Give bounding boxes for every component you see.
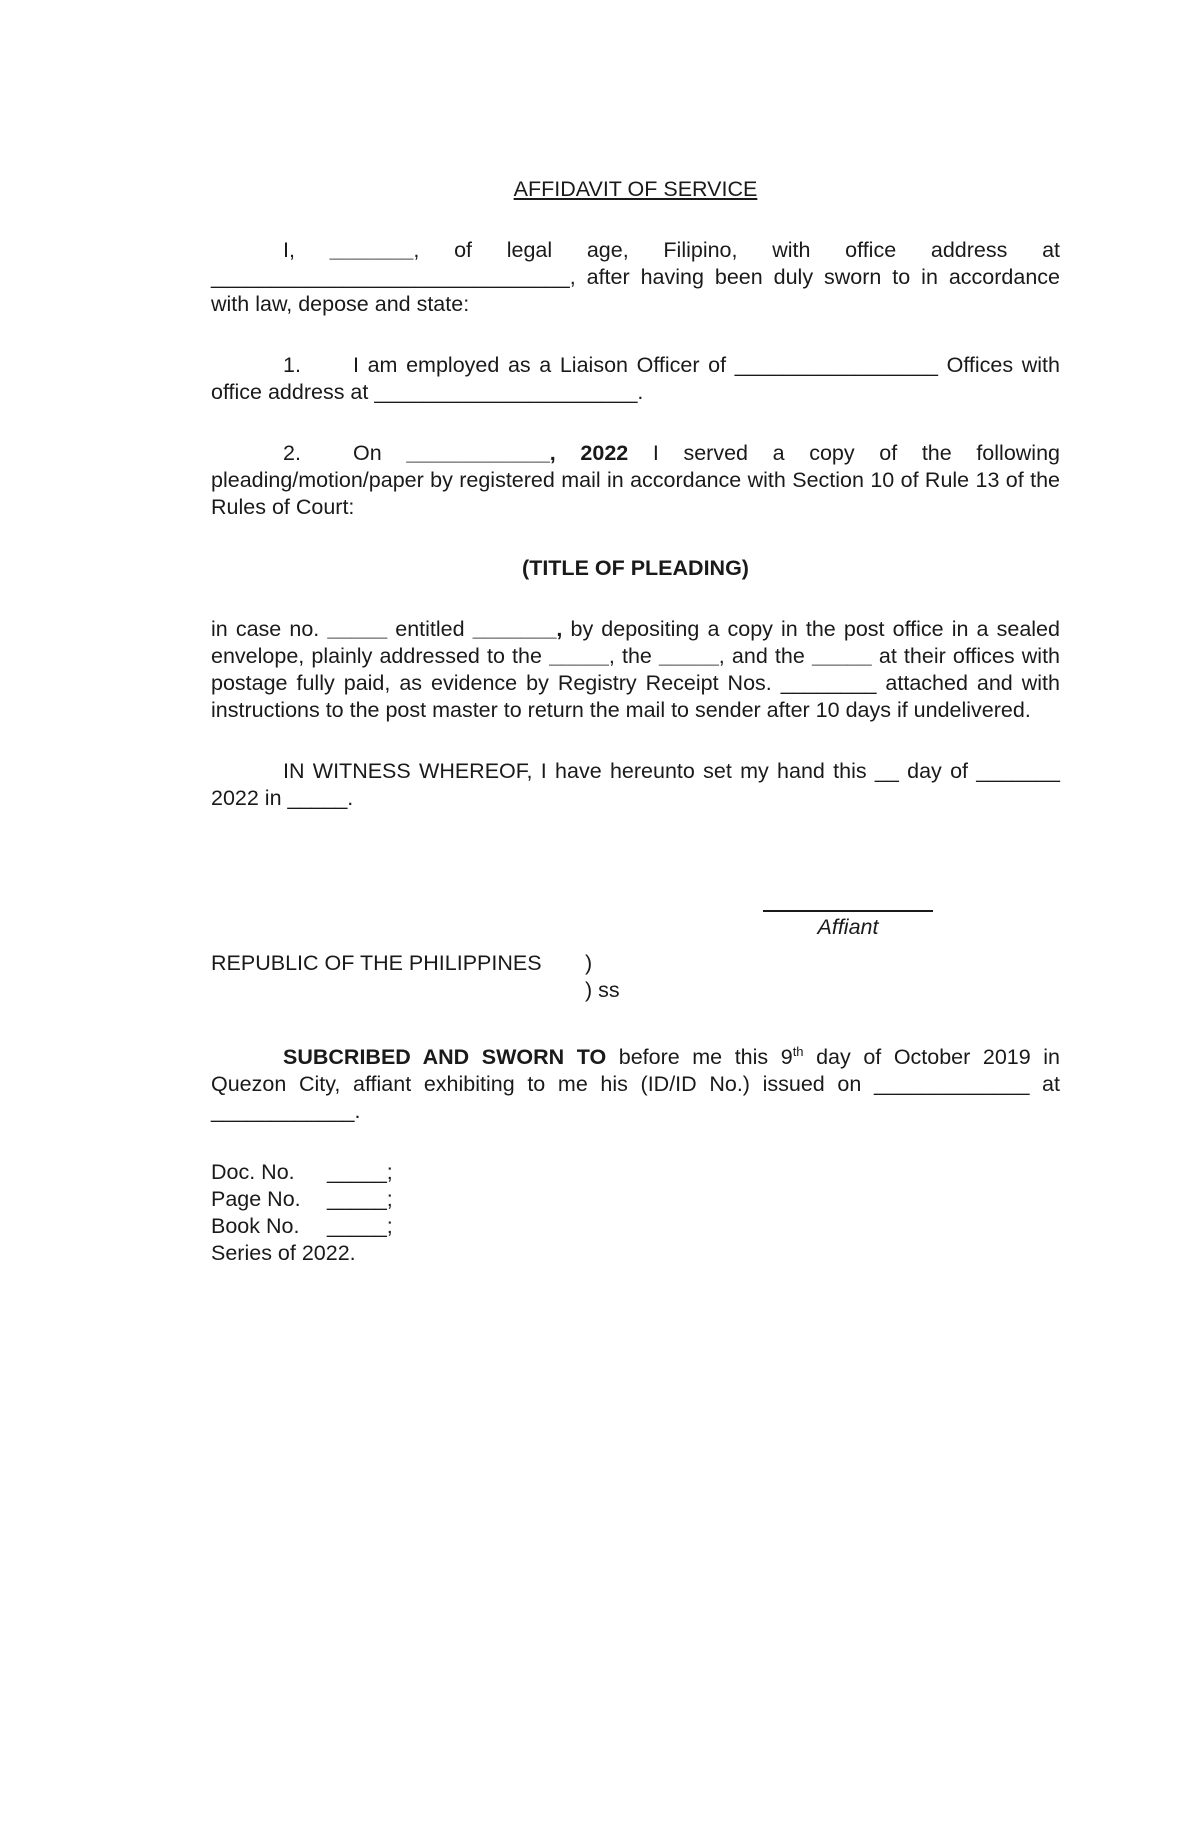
venue-ss: ) ss xyxy=(585,978,620,1002)
jurat-paragraph xyxy=(211,1044,1060,1125)
witness-text: IN WITNESS WHEREOF, I have hereunto set my hand this __ day of _______ 2022 in _____. xyxy=(211,759,1060,810)
service-text-5: , and the xyxy=(718,644,812,668)
signature-line xyxy=(763,896,933,912)
signature-block xyxy=(211,896,1060,950)
service-text-1: in case no. xyxy=(211,617,328,641)
witness-paragraph xyxy=(211,758,1060,812)
service-text-4: , the xyxy=(608,644,659,668)
jurat-text-1: before me this 9 xyxy=(606,1045,793,1069)
addressee-1-blank: _____ xyxy=(549,644,609,668)
intro-paragraph xyxy=(211,237,1060,318)
item-1 xyxy=(211,352,1060,406)
doc-no-label: Doc. No. xyxy=(211,1160,295,1184)
doc-no-value: _____; xyxy=(327,1160,393,1184)
jurat-text-2: day of October 2019 in Quezon City, affiant exhibiting to me his (ID/ID No.) issued on _____________ at ____________. xyxy=(211,1045,1060,1123)
book-no-value: _____; xyxy=(327,1214,393,1238)
intro-prefix: I, xyxy=(283,238,330,262)
series-row: Series of 2022. xyxy=(211,1241,356,1265)
pleading-title: (TITLE OF PLEADING) xyxy=(522,556,749,580)
book-no-label: Book No. xyxy=(211,1214,300,1238)
case-title-blank: _______, xyxy=(472,617,563,641)
doc-no-row xyxy=(211,1159,1060,1186)
book-no-row xyxy=(211,1213,1060,1240)
jurat-bold: SUBCRIBED AND SWORN TO xyxy=(283,1045,607,1069)
venue-block xyxy=(211,950,1060,1008)
notarial-register xyxy=(211,1159,1060,1267)
item-1-text: I am employed as a Liaison Officer of _________________ Offices with office address at ______________________. xyxy=(211,353,1060,404)
service-text-3: by depositing a copy in the post office in a sealed envelope, plainly addressed to the xyxy=(211,617,1060,668)
affiant-name-blank: _______ xyxy=(329,238,414,262)
venue-paren: ) xyxy=(585,951,593,975)
item-2 xyxy=(211,440,1060,521)
jurat-ordinal: th xyxy=(792,1043,804,1059)
page-no-value: _____; xyxy=(327,1187,393,1211)
case-number-blank: _____ xyxy=(327,617,388,641)
page-no-row xyxy=(211,1186,1060,1213)
venue-country: REPUBLIC OF THE PHILIPPINES xyxy=(211,951,542,975)
intro-text: , of legal age, Filipino, with office address at ______________________________, after having been duly sworn to in accordance with law, depose and state: xyxy=(211,238,1061,316)
affiant-label: Affiant xyxy=(817,915,879,939)
item-2-text: I served a copy of the following pleading/motion/paper by registered mail in accordance with Section 10 of Rule 13 of the Rules of Court: xyxy=(211,441,1060,519)
affidavit-body xyxy=(211,176,1060,1267)
item-1-number: 1. xyxy=(283,353,301,377)
service-date-blank: ____________, 2022 xyxy=(406,441,629,465)
service-text-6: at their offices with postage fully paid, as evidence by Registry Receipt Nos. ________ attached and with instructions to the post master to return the mail to sender after 10 days if undelivered. xyxy=(211,644,1060,722)
addressee-3-blank: _____ xyxy=(811,644,872,668)
item-2-on: On xyxy=(353,441,407,465)
document-title: AFFIDAVIT OF SERVICE xyxy=(513,177,758,201)
service-text-2: entitled xyxy=(387,617,473,641)
item-2-number: 2. xyxy=(283,441,301,465)
addressee-2-blank: _____ xyxy=(659,644,719,668)
page-no-label: Page No. xyxy=(211,1187,301,1211)
service-paragraph xyxy=(211,616,1060,724)
